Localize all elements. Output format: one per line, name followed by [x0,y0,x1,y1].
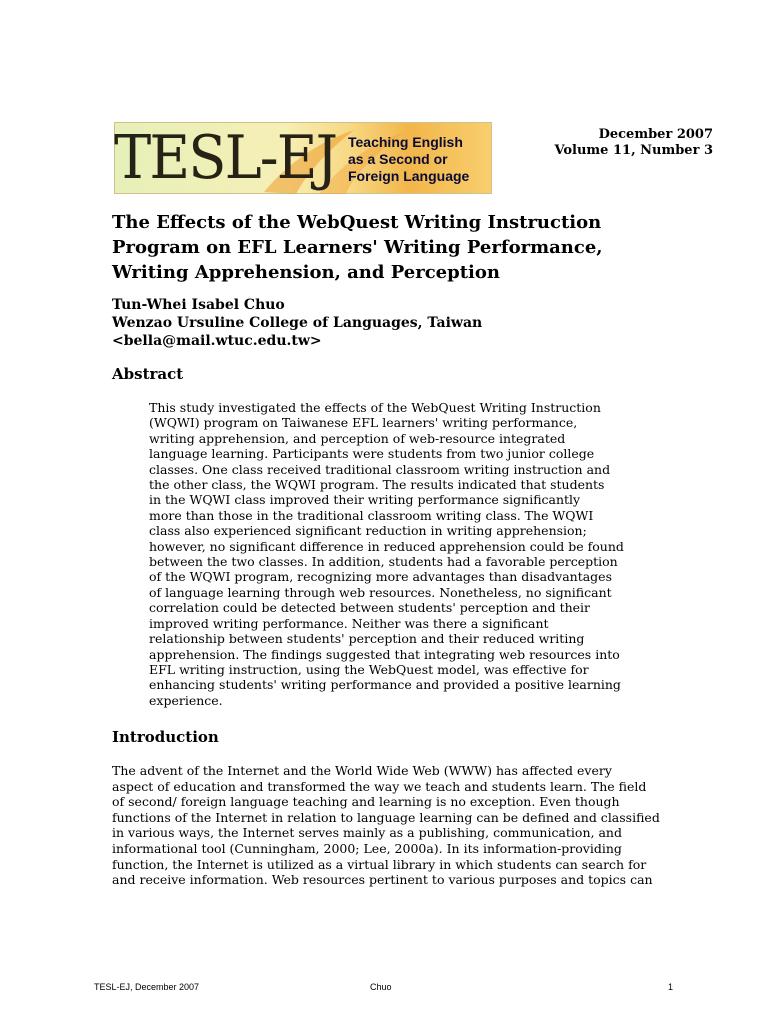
abstract-line: however, no significant difference in reduced apprehension could be found [149,538,624,554]
introduction-line: The advent of the Internet and the World Wide Web (WWW) has affected every [112,763,612,778]
author-block [112,296,482,350]
abstract-line: class also experienced significant reduction in writing apprehension; [149,523,587,539]
logo-tagline-line: as a Second or [348,151,448,167]
logo-tagline-line: Foreign Language [348,168,470,184]
introduction-line: aspect of education and transformed the way we teach and students learn. The field [112,778,647,794]
introduction-line: functions of the Internet in relation to language learning can be defined and classified [112,809,660,825]
footer-author: Chuo [370,982,392,992]
footer-page-number: 1 [668,982,674,992]
logo-wordmark: TESL-EJ [114,123,337,193]
abstract-line: improved writing performance. Neither was there a significant [149,615,549,631]
logo-tagline [348,134,488,185]
introduction-heading: Introduction [112,728,219,746]
abstract-line: enhancing students' writing performance and provided a positive learning [149,677,621,693]
abstract-line: between the two classes. In addition, students had a favorable perception [149,554,618,570]
introduction-line: informational tool (Cunningham, 2000; Lee, 2000a). In its information-providing [112,840,622,856]
abstract-line: classes. One class received traditional classroom writing instruction and [149,461,611,477]
title-line: The Effects of the WebQuest Writing Instruction [112,212,602,233]
abstract-line: correlation could be detected between students' perception and their [149,600,591,616]
article-title [112,210,652,285]
abstract-line: of the WQWI program, recognizing more advantages than disadvantages [149,569,612,585]
introduction-line: of second/ foreign language teaching and learning is no exception. Even though [112,794,620,810]
author-affiliation: Wenzao Ursuline College of Languages, Taiwan [112,315,483,331]
abstract-line: apprehension. The findings suggested that integrating web resources into [149,646,620,662]
abstract-line: the other class, the WQWI program. The results indicated that students [149,477,605,493]
abstract-line: This study investigated the effects of the WebQuest Writing Instruction [149,400,601,415]
abstract-line: experience. [149,692,223,708]
abstract-heading: Abstract [112,365,184,383]
introduction-line: in various ways, the Internet serves mainly as a publishing, communication, and [112,825,622,841]
issue-info [554,127,713,159]
abstract-line: in the WQWI class improved their writing performance significantly [149,492,581,508]
abstract-line: more than those in the traditional classroom writing class. The WQWI [149,507,594,523]
introduction-body [112,763,660,888]
title-line: Program on EFL Learners' Writing Performance, [112,237,603,258]
issue-volume: Volume 11, Number 3 [554,143,713,158]
abstract-line: EFL writing instruction, using the WebQuest model, was effective for [149,661,589,677]
abstract-line: (WQWI) program on Taiwanese EFL learners' writing performance, [149,415,578,431]
issue-date: December 2007 [598,127,713,142]
abstract-line: language learning. Participants were students from two junior college [149,446,595,462]
abstract-body [149,400,624,708]
abstract-line: of language learning through web resources. Nonetheless, no significant [149,584,612,600]
introduction-line: function, the Internet is utilized as a virtual library in which students can search for [112,856,647,872]
abstract-line: relationship between students' perception and their reduced writing [149,631,585,647]
footer-journal-date: TESL-EJ, December 2007 [94,982,200,992]
author-email: <bella@mail.wtuc.edu.tw> [112,333,322,349]
logo-tagline-line: Teaching English [348,134,463,150]
journal-logo [114,122,492,194]
author-name: Tun-Whei Isabel Chuo [112,297,285,313]
introduction-line: and receive information. Web resources pertinent to various purposes and topics can [112,872,653,888]
abstract-line: writing apprehension, and perception of web-resource integrated [149,430,566,446]
title-line: Writing Apprehension, and Perception [112,262,500,283]
